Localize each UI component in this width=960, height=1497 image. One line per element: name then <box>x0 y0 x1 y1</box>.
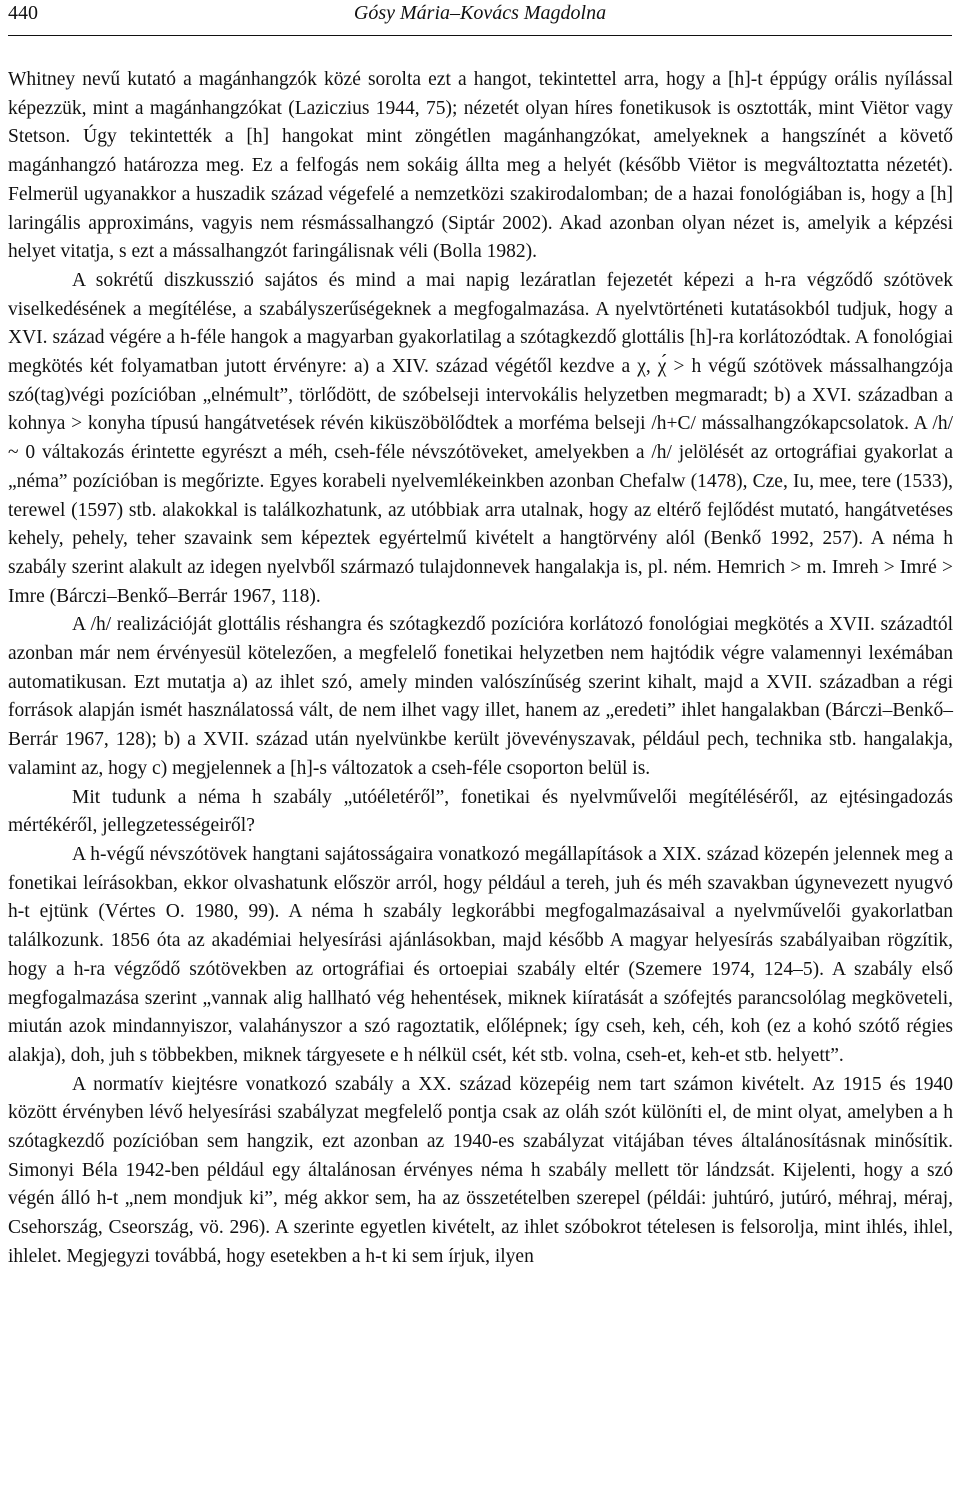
paragraph-6: A normatív kiejtésre vonatkozó szabály a XX. század közepéig nem tart számon kivételt. Az 1915 és 1940 között érvényben lévő helyesírási szabályzat megfelelő pontja csak az oláh szót különíti el, de mint olyat, amelyben a h szótagkezdő pozícióban sem hangzik, ezt azonban az 1940-es szabályzat vitájában téves általánosításnak minősítik. Simonyi Béla 1942-ben például egy általánosan érvényes néma h szabály mellett tör lándzsát. Kijelenti, hogy a szó végén álló h-t „nem mondjuk ki”, még akkor sem, ha az összetételben szerepel (példái: juhtúró, jutúró, méhraj, méraj, Csehország, Cseország, vö. 296). A szerinte egyetlen kivételt, az ihlet szóbokrot tételesen is felsorolja, mint ihlés, ihlel, ihlelet. Megjegyzi továbbá, hogy esetekben a h-t ki sem írjuk, ilyen <box>8 1073 953 1267</box>
body-text <box>8 66 953 1272</box>
running-title: Gósy Mária–Kovács Magdolna <box>353 2 607 24</box>
page-number: 440 <box>8 2 38 24</box>
paragraph-3: A /h/ realizációját glottális réshangra és szótagkezdő pozícióra korlátozó fonológiai megkötés a XVII. századtól azonban már nem érvényesül kötelezően, a megfelelő fonetikai helyzetben nem hajtódik végre valamennyi lexémában automatikusan. Ezt mutatja a) az ihlet szó, amely minden valószínűség szerint kihalt, majd a XVII. században a régi források alapján ismét használatossá vált, de nem ilhet vagy illet, hanem az „eredeti” ihlet hangalakban (Bárczi–Benkő–Berrár 1967, 128); b) a XVII. század után nyelvünkbe került jövevényszavak, például pech, technika stb. hangalakja, valamint az, hogy c) megjelennek a [h]-s változatok a cseh-féle csoporton belül is. <box>8 614 953 779</box>
paragraph-2: A sokrétű diszkusszió sajátos és mind a mai napig lezáratlan fejezetét képezi a h-ra végződő szótövek viselkedésének a megítélése, a szabályszerűségeknek a megfogalmazása. A nyelvtörténeti kutatásokból tudjuk, hogy a XVI. század végére a h-féle hangok a magyarban gyakorlatilag a szótagkezdő glottális [h]-ra korlátozódtak. A fonológiai megkötés két folyamatban jutott érvényre: a) a XIV. század végétől kezdve a χ, χ́ > h végű szótövek mássalhangzója szó(tag)végi pozícióban „elnémult”, törlődött, de szóbelseji intervokális helyzetben megmaradt; b) a XVI. században a kohnya > konyha típusú hangátvetések révén kiküszöbölődtek a morféma belseji /h+C/ mássalhangzókapcsolatok. A /h/ ~ 0 váltakozás érintette egyrészt a méh, cseh-féle névszótöveket, amelyekben a /h/ jelölését az ortográfiai gyakorlat a „néma” pozícióban is megőrizte. Egyes korabeli nyelvemlékeinkben azonban Chefalw (1478), Cze, Iu, mee, tere (1533), terewel (1597) stb. alakokkal is találkozhatunk, az utóbbiak arra utalnak, hogy az eltérő fejlődést mutató, hangátvetéses kehely, pehely, teher szavaink sem képeztek egyértelmű kivételt a hangtörvény alól (Benkő 1992, 257). A néma h szabály szerint alakult az idegen nyelvből származó tulajdonnevek hangalakja is, pl. ném. Hemrich > m. Imreh > Imré > Imre (Bárczi–Benkő–Berrár 1967, 118). <box>8 269 953 607</box>
paragraph-1: Whitney nevű kutató a magánhangzók közé sorolta ezt a hangot, tekintettel arra, hogy a [h]-t éppúgy orális nyílással képezzük, mint a magánhangzókat (Laziczius 1944, 75); nézetét olyan híres fonetikusok is osztották, mint Viëtor vagy Stetson. Úgy tekintették a [h] hangokat mint zöngétlen magánhangzókat, amelyeknek a hangszínét a követő magánhangzó határozza meg. Ez a felfogás nem sokáig állta meg a helyét (később Viëtor is megváltoztatta nézetét). Felmerül ugyanakkor a huszadik század végefelé a nemzetközi szakirodalomban; de a hazai fonológiában is, hogy a [h] laringális approximáns, vagyis nem résmássalhangzó (Siptár 2002). Akad azonban olyan nézet is, amelyik a képzési helyet vitatja, s ezt a mássalhangzót faringálisnak véli (Bolla 1982). <box>8 69 953 263</box>
paragraph-4: Mit tudunk a néma h szabály „utóéletéről”, fonetikai és nyelvművelői megítéléséről, az ejtésingadozás mértékéről, jellegzetességeiről? <box>8 786 953 837</box>
header-rule <box>8 35 952 36</box>
paragraph-5: A h-végű névszótövek hangtani sajátosságaira vonatkozó megállapítások a XIX. század közepén jelennek meg a fonetikai leírásokban, ekkor olvashatunk először arról, hogy például a tereh, juh és méh szavakban úgynevezett nyugvó h-t ejtünk (Vértes O. 1980, 99). A néma h szabály legkorábbi megfogalmazásaival a nyelvművelői gyakorlatban találkozunk. 1856 óta az akadémiai helyesírási ajánlásokban, majd később A magyar helyesírás szabályaiban rögzítik, hogy a h-ra végződő szótövekben az ortográfiai és ortoepiai szabály eltér (Szemere 1974, 124–5). A szabály első megfogalmazása szerint „vannak alig hallható vég hehentések, miknek kiíratását a szófejtés parancsolólag megköveteli, miután azok mindannyiszor, valahányszor a szó ragoztatik, előlépnek; így cseh, keh, céh, koh (ez a kohó szótő régies alakja), doh, juh s többekben, miknek tárgyesete e h nélkül csét, két stb. volna, cseh-et, keh-et stb. helyett”. <box>8 843 953 1066</box>
running-head <box>8 0 952 30</box>
